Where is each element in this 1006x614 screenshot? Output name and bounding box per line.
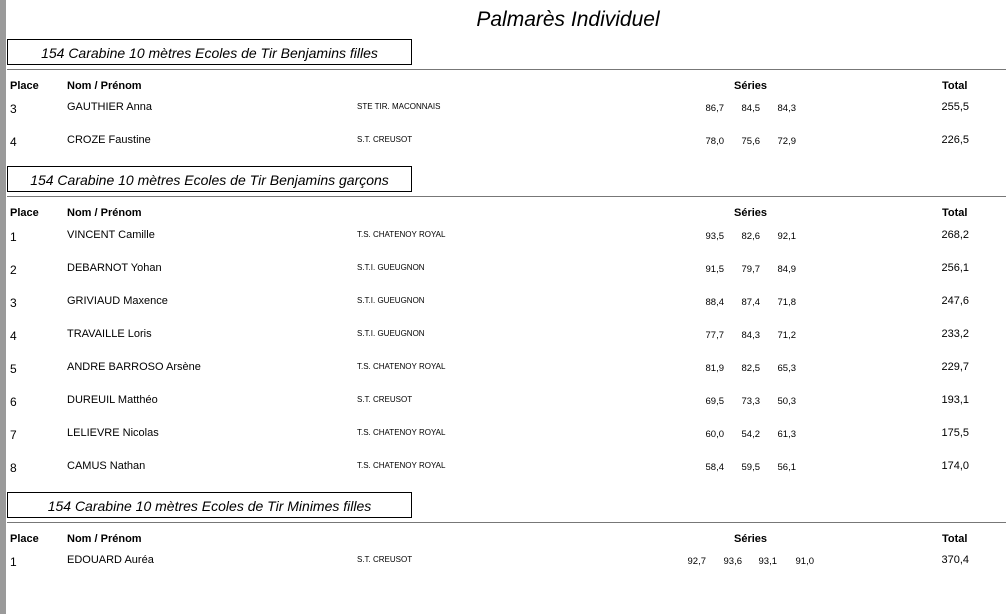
- total-cell: 229,7: [941, 361, 969, 373]
- series-2-cell: 93,6: [723, 556, 742, 567]
- header-series: Séries: [734, 533, 768, 545]
- series-3-cell: 84,9: [777, 264, 796, 275]
- club-cell: S.T. CREUSOT: [357, 555, 413, 564]
- series-3-cell: 71,8: [777, 297, 796, 308]
- series-1-cell: 60,0: [705, 429, 724, 440]
- section-divider: [7, 522, 1006, 523]
- series-2-cell: 59,5: [741, 462, 760, 473]
- name-cell: TRAVAILLE Loris: [67, 328, 152, 340]
- club-cell: S.T. CREUSOT: [357, 395, 413, 404]
- club-cell: T.S. CHATENOY ROYAL: [357, 461, 446, 470]
- place-cell: 7: [10, 428, 17, 442]
- series-1-cell: 78,0: [705, 136, 724, 147]
- table-row: [0, 427, 1006, 447]
- header-series: Séries: [734, 80, 768, 92]
- header-place: Place: [10, 207, 39, 219]
- total-cell: 193,1: [941, 394, 969, 406]
- series-3-cell: 65,3: [777, 363, 796, 374]
- total-cell: 175,5: [941, 427, 969, 439]
- series-2-cell: 75,6: [741, 136, 760, 147]
- series-1-cell: 91,5: [705, 264, 724, 275]
- table-row: [0, 460, 1006, 480]
- name-cell: ANDRE BARROSO Arsène: [67, 361, 201, 373]
- series-1-cell: 58,4: [705, 462, 724, 473]
- total-cell: 255,5: [941, 101, 969, 113]
- header-name: Nom / Prénom: [67, 80, 142, 92]
- table-row: [0, 361, 1006, 381]
- series-1-cell: 93,5: [705, 231, 724, 242]
- table-row: [0, 394, 1006, 414]
- category-title: 154 Carabine 10 mètres Ecoles de Tir Benjamins garçons: [7, 166, 412, 192]
- series-2-cell: 84,3: [741, 330, 760, 341]
- place-cell: 2: [10, 263, 17, 277]
- total-cell: 247,6: [941, 295, 969, 307]
- place-cell: 1: [10, 230, 17, 244]
- club-cell: T.S. CHATENOY ROYAL: [357, 362, 446, 371]
- header-name: Nom / Prénom: [67, 533, 142, 545]
- series-1-cell: 77,7: [705, 330, 724, 341]
- name-cell: GAUTHIER Anna: [67, 101, 152, 113]
- header-name: Nom / Prénom: [67, 207, 142, 219]
- header-total: Total: [942, 533, 968, 545]
- name-cell: DUREUIL Matthéo: [67, 394, 158, 406]
- club-cell: S.T.I. GUEUGNON: [357, 263, 425, 272]
- series-3-cell: 61,3: [777, 429, 796, 440]
- place-cell: 3: [10, 296, 17, 310]
- place-cell: 1: [10, 555, 17, 569]
- section-divider: [7, 69, 1006, 70]
- series-1-cell: 86,7: [705, 103, 724, 114]
- table-row: [0, 229, 1006, 249]
- total-cell: 256,1: [941, 262, 969, 274]
- club-cell: T.S. CHATENOY ROYAL: [357, 230, 446, 239]
- place-cell: 4: [10, 329, 17, 343]
- series-2-cell: 73,3: [741, 396, 760, 407]
- series-3-cell: 92,1: [777, 231, 796, 242]
- total-cell: 268,2: [941, 229, 969, 241]
- name-cell: CROZE Faustine: [67, 134, 151, 146]
- name-cell: DEBARNOT Yohan: [67, 262, 162, 274]
- header-total: Total: [942, 80, 968, 92]
- series-4-cell: 91,0: [795, 556, 814, 567]
- name-cell: CAMUS Nathan: [67, 460, 146, 472]
- club-cell: T.S. CHATENOY ROYAL: [357, 428, 446, 437]
- series-2-cell: 84,5: [741, 103, 760, 114]
- series-2-cell: 82,6: [741, 231, 760, 242]
- place-cell: 6: [10, 395, 17, 409]
- table-row: [0, 328, 1006, 348]
- series-3-cell: 72,9: [777, 136, 796, 147]
- place-cell: 8: [10, 461, 17, 475]
- place-cell: 4: [10, 135, 17, 149]
- table-row: [0, 134, 1006, 154]
- series-2-cell: 54,2: [741, 429, 760, 440]
- series-2-cell: 79,7: [741, 264, 760, 275]
- series-3-cell: 93,1: [758, 556, 777, 567]
- club-cell: S.T. CREUSOT: [357, 135, 413, 144]
- table-row: [0, 554, 1006, 574]
- total-cell: 233,2: [941, 328, 969, 340]
- series-3-cell: 71,2: [777, 330, 796, 341]
- series-1-cell: 69,5: [705, 396, 724, 407]
- series-3-cell: 56,1: [777, 462, 796, 473]
- header-series: Séries: [734, 207, 768, 219]
- table-row: [0, 101, 1006, 121]
- category-title: 154 Carabine 10 mètres Ecoles de Tir Benjamins filles: [7, 39, 412, 65]
- table-row: [0, 262, 1006, 282]
- name-cell: VINCENT Camille: [67, 229, 155, 241]
- category-title: 154 Carabine 10 mètres Ecoles de Tir Minimes filles: [7, 492, 412, 518]
- document-title: Palmarès Individuel: [476, 8, 660, 31]
- series-3-cell: 84,3: [777, 103, 796, 114]
- name-cell: EDOUARD Auréa: [67, 554, 154, 566]
- series-3-cell: 50,3: [777, 396, 796, 407]
- club-cell: STE TIR. MACONNAIS: [357, 102, 441, 111]
- series-2-cell: 87,4: [741, 297, 760, 308]
- header-place: Place: [10, 533, 39, 545]
- club-cell: S.T.I. GUEUGNON: [357, 329, 425, 338]
- place-cell: 3: [10, 102, 17, 116]
- section-divider: [7, 196, 1006, 197]
- series-1-cell: 81,9: [705, 363, 724, 374]
- table-row: [0, 295, 1006, 315]
- series-1-cell: 92,7: [687, 556, 706, 567]
- total-cell: 174,0: [941, 460, 969, 472]
- header-place: Place: [10, 80, 39, 92]
- series-1-cell: 88,4: [705, 297, 724, 308]
- name-cell: GRIVIAUD Maxence: [67, 295, 168, 307]
- total-cell: 370,4: [941, 554, 969, 566]
- club-cell: S.T.I. GUEUGNON: [357, 296, 425, 305]
- name-cell: LELIEVRE Nicolas: [67, 427, 159, 439]
- total-cell: 226,5: [941, 134, 969, 146]
- header-total: Total: [942, 207, 968, 219]
- place-cell: 5: [10, 362, 17, 376]
- series-2-cell: 82,5: [741, 363, 760, 374]
